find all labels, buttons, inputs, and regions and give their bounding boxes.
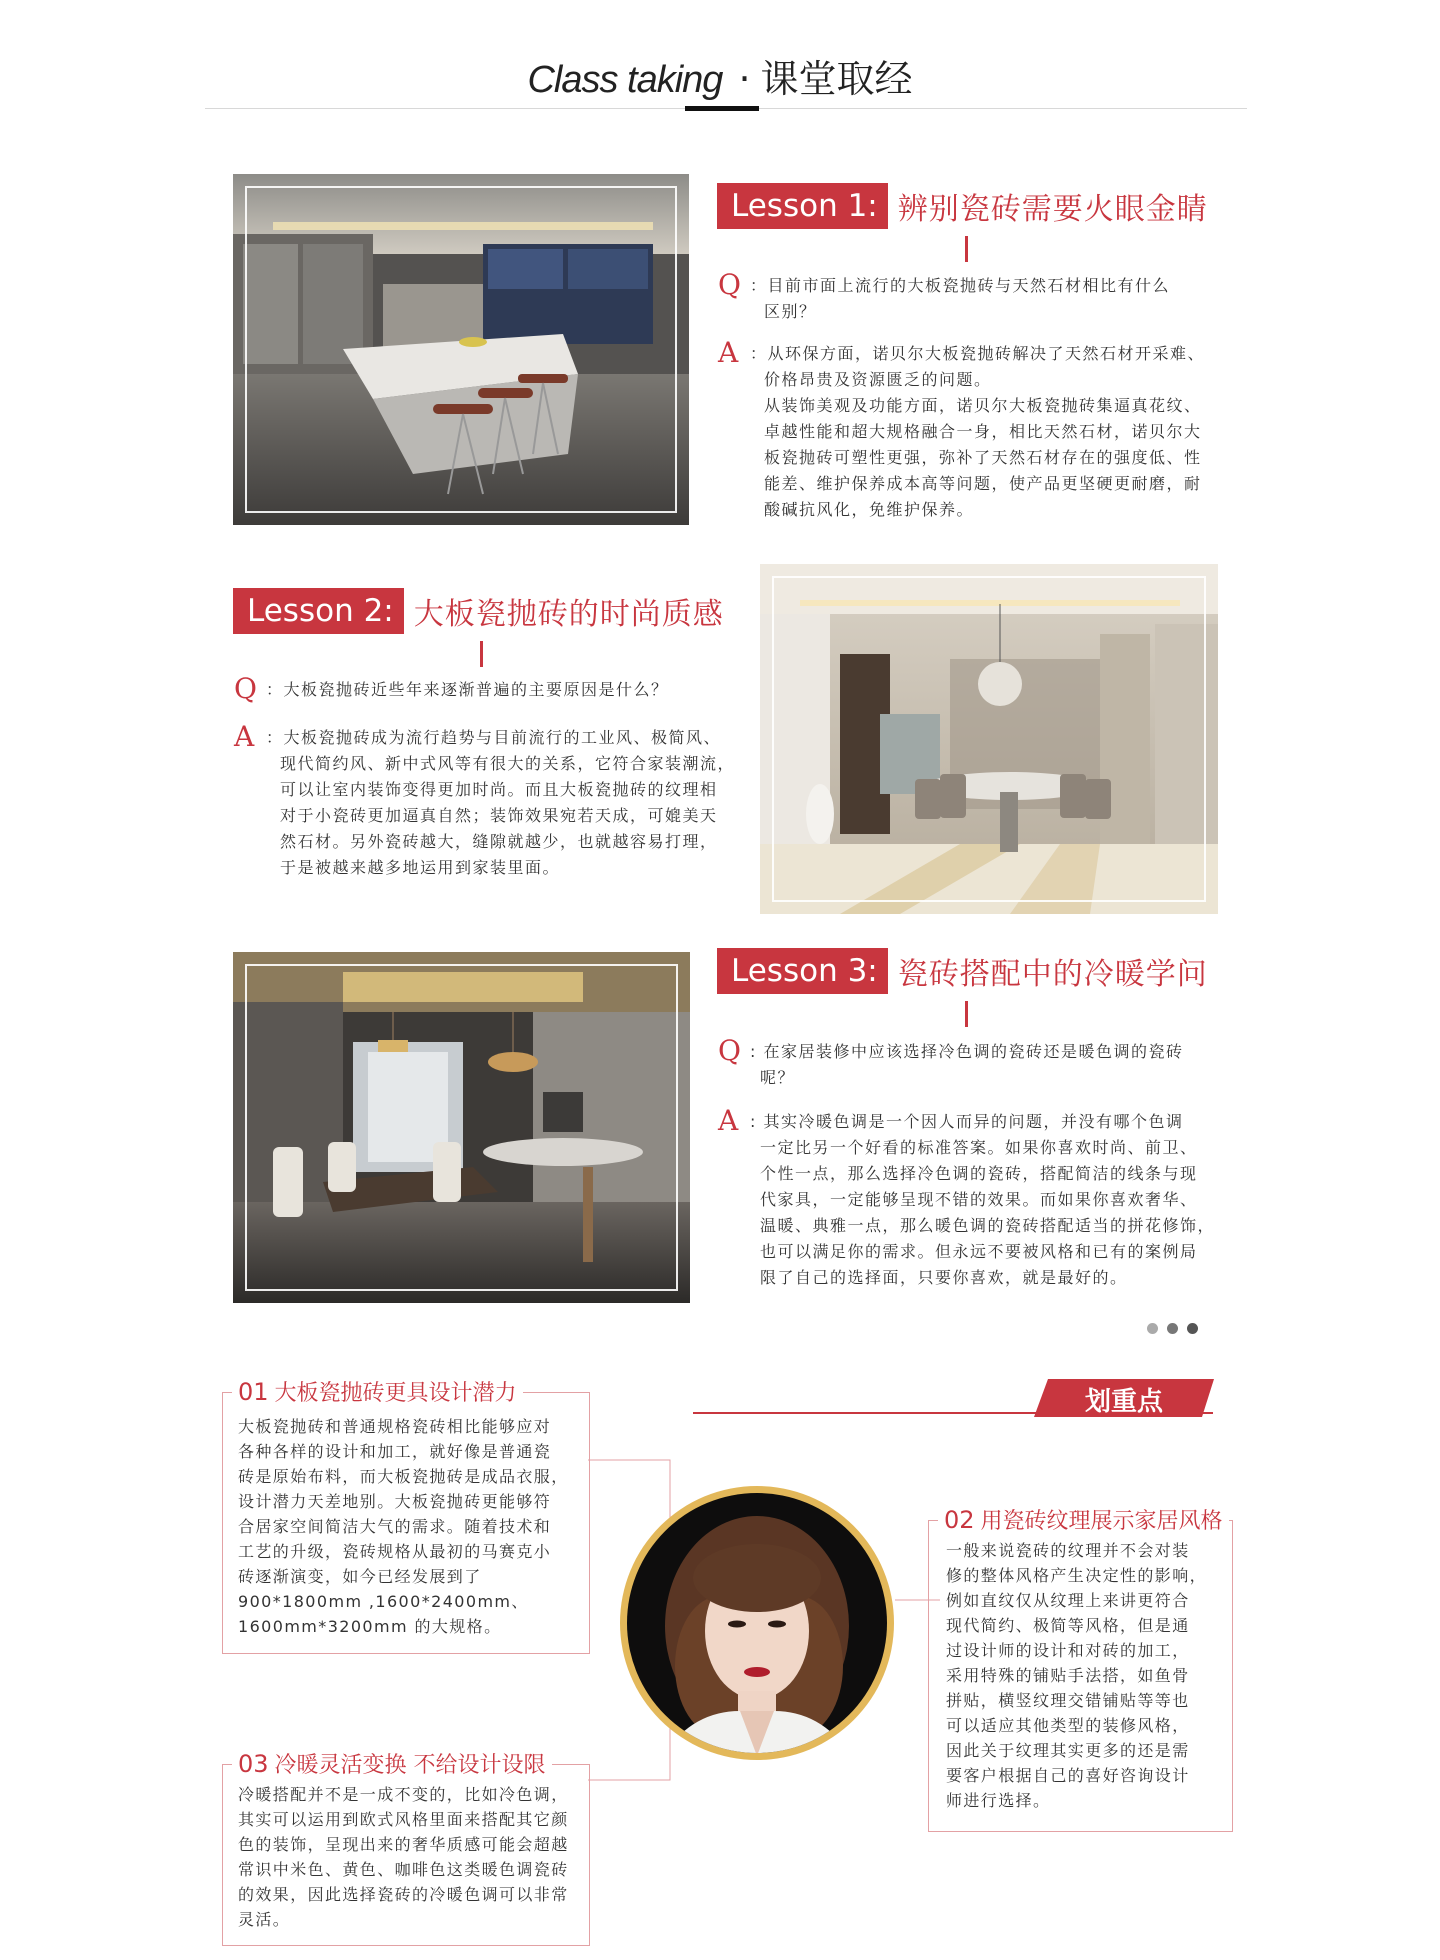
- pager-dot[interactable]: [1147, 1323, 1158, 1334]
- a-line: 价格昂贵及资源匮乏的问题。: [764, 370, 992, 389]
- lesson-2-answer: [234, 720, 754, 890]
- text-line: 1600mm*3200mm 的大规格。: [238, 1617, 502, 1636]
- text-line: 采用特殊的铺贴手法搭，如鱼骨: [946, 1666, 1190, 1685]
- a-line: 代家具，一定能够呈现不错的效果。而如果你喜欢奢华、: [760, 1190, 1198, 1209]
- lesson-1-title: 辨别瓷砖需要火眼金睛: [897, 192, 1208, 227]
- a-line: 现代简约风、新中式风等有很大的关系，它符合家装潮流，: [280, 754, 736, 773]
- a-line: 板瓷抛砖可塑性更强，弥补了天然石材存在的强度低、性: [764, 448, 1202, 467]
- text-line: 师进行选择。: [946, 1791, 1051, 1810]
- lesson-3-heading: [717, 948, 1208, 994]
- lesson-2-divider: [480, 641, 483, 667]
- lesson-1-heading: [717, 183, 1208, 229]
- a-line: 也可以满足你的需求。但永远不要被风格和已有的案例局: [760, 1242, 1198, 1261]
- lesson-1-divider: [965, 236, 968, 262]
- keypoint-3-title: [232, 1748, 552, 1779]
- text-line: 可以适应其他类型的装修风格，: [946, 1716, 1190, 1735]
- header-underline-bar: [685, 106, 759, 111]
- keypoint-1-number: 01: [238, 1378, 269, 1406]
- a-line: 于是被越来越多地运用到家装里面。: [280, 858, 561, 877]
- keypoints-banner: [1034, 1379, 1214, 1417]
- lesson-2-title: 大板瓷抛砖的时尚质感: [413, 597, 724, 632]
- text-line: 砖逐渐演变，如今已经发展到了: [238, 1567, 482, 1586]
- keypoint-2-title: [938, 1504, 1229, 1535]
- lesson-2-tag: Lesson 2:: [233, 588, 404, 634]
- keypoint-2-number: 02: [944, 1506, 975, 1534]
- text-line: 一般来说瓷砖的纹理并不会对装: [946, 1541, 1190, 1560]
- a-line: 个性一点，那么选择冷色调的瓷砖，搭配简洁的线条与现: [760, 1164, 1198, 1183]
- text-line: 现代简约、极简等风格，但是通: [946, 1616, 1190, 1635]
- lesson-3-tag: Lesson 3:: [717, 948, 888, 994]
- text-line: 要客户根据自己的喜好咨询设计: [946, 1766, 1190, 1785]
- a-line: ：大板瓷抛砖成为流行趋势与目前流行的工业风、极简风、: [266, 728, 722, 747]
- q-line: 区别？: [764, 302, 817, 321]
- a-line: 卓越性能和超大规格融合一身，相比天然石材，诺贝尔大: [764, 422, 1202, 441]
- a-line: 能差、维护保养成本高等问题，使产品更坚硬更耐磨，耐: [764, 474, 1202, 493]
- q-line: : 在家居装修中应该选择冷色调的瓷砖还是暖色调的瓷砖: [750, 1042, 1184, 1061]
- text-line: 灵活。: [238, 1910, 291, 1929]
- text-line: 900*1800mm ,1600*2400mm、: [238, 1592, 529, 1611]
- text-line: 色的装饰，呈现出来的奢华质感可能会超越: [238, 1835, 569, 1854]
- a-line: 对于小瓷砖更加逼真自然；装饰效果宛若天成，可媲美天: [280, 806, 718, 825]
- text-line: 例如直纹仅从纹理上来讲更符合: [946, 1591, 1190, 1610]
- lesson-1-tag: Lesson 1:: [717, 183, 888, 229]
- keypoint-3-number: 03: [238, 1750, 269, 1778]
- text-line: 大板瓷抛砖和普通规格瓷砖相比能够应对: [238, 1417, 552, 1436]
- keypoint-1-title: [232, 1376, 523, 1407]
- text-line: 合居家空间简洁大气的需求。随着技术和: [238, 1517, 552, 1536]
- pager-dot[interactable]: [1167, 1323, 1178, 1334]
- lesson-1-answer: [718, 336, 1238, 531]
- pager-dot[interactable]: [1187, 1323, 1198, 1334]
- text-line: 因此关于纹理其实更多的还是需: [946, 1741, 1190, 1760]
- section-title-cn: 课堂取经: [760, 57, 913, 101]
- title-separator: ·: [738, 57, 751, 101]
- a-line: : 其实冷暖色调是一个因人而异的问题，并没有哪个色调: [750, 1112, 1184, 1131]
- text-line: 冷暖搭配并不是一成不变的，比如冷色调，: [238, 1785, 569, 1804]
- text-line: 拼贴，横竖纹理交错铺贴等等也: [946, 1691, 1190, 1710]
- text-line: 各种各样的设计和加工，就好像是普通瓷: [238, 1442, 552, 1461]
- text-line: 工艺的升级，瓷砖规格从最初的马赛克小: [238, 1542, 552, 1561]
- q-line: ：大板瓷抛砖近些年来逐渐普遍的主要原因是什么？: [266, 680, 669, 699]
- a-line: 温暖、典雅一点，那么暖色调的瓷砖搭配适当的拼花修饰，: [760, 1216, 1216, 1235]
- a-line: 酸碱抗风化，免维护保养。: [764, 500, 975, 519]
- answer-letter: A: [234, 720, 256, 753]
- keypoint-1-text: [238, 1414, 583, 1639]
- lesson-3-question: [718, 1034, 1238, 1099]
- keypoints-banner-text: 划重点: [1084, 1387, 1163, 1417]
- keypoint-2-heading: 用瓷砖纹理展示家居风格: [980, 1509, 1223, 1534]
- lesson-1-question: [718, 268, 1238, 333]
- a-line: 然石材。另外瓷砖越大，缝隙就越少，也就越容易打理，: [280, 832, 718, 851]
- lesson-3-answer: [718, 1104, 1238, 1299]
- answer-letter: A: [718, 336, 740, 369]
- question-letter: Q: [718, 268, 743, 301]
- text-line: 常识中米色、黄色、咖啡色这类暖色调瓷砖: [238, 1860, 569, 1879]
- keypoint-3-heading: 冷暖灵活变换 不给设计设限: [274, 1753, 546, 1778]
- q-line: ：目前市面上流行的大板瓷抛砖与天然石材相比有什么: [750, 276, 1171, 295]
- keypoint-3-text: [238, 1782, 583, 1932]
- question-letter: Q: [718, 1034, 743, 1067]
- text-line: 的效果，因此选择瓷砖的冷暖色调可以非常: [238, 1885, 569, 1904]
- lesson-2-question: [234, 672, 754, 707]
- text-line: 砖是原始布料，而大板瓷抛砖是成品衣服，: [238, 1467, 569, 1486]
- keypoint-2-text: [946, 1538, 1231, 1813]
- q-line: 呢？: [760, 1068, 796, 1087]
- question-letter: Q: [234, 672, 259, 705]
- answer-letter: A: [718, 1104, 740, 1137]
- a-line: 一定比另一个好看的标准答案。如果你喜欢时尚、前卫、: [760, 1138, 1198, 1157]
- dining-room-photo: [760, 564, 1218, 914]
- kitchen-dining-photo: [233, 952, 690, 1303]
- text-line: 过设计师的设计和对砖的加工，: [946, 1641, 1190, 1660]
- section-title: [0, 48, 1440, 103]
- kitchen-photo: [233, 174, 689, 525]
- a-line: ：从环保方面，诺贝尔大板瓷抛砖解决了天然石材开采难、: [750, 344, 1206, 363]
- a-line: 从装饰美观及功能方面，诺贝尔大板瓷抛砖集逼真花纹、: [764, 396, 1202, 415]
- text-line: 修的整体风格产生决定性的影响，: [946, 1566, 1208, 1585]
- speaker-portrait: [620, 1486, 894, 1760]
- a-line: 限了自己的选择面，只要你喜欢，就是最好的。: [760, 1268, 1128, 1287]
- keypoint-1-heading: 大板瓷抛砖更具设计潜力: [274, 1381, 517, 1406]
- a-line: 可以让室内装饰变得更加时尚。而且大板瓷抛砖的纹理相: [280, 780, 718, 799]
- section-title-en: Class taking: [527, 59, 723, 101]
- lesson-2-heading: [233, 588, 724, 634]
- text-line: 其实可以运用到欧式风格里面来搭配其它颜: [238, 1810, 569, 1829]
- lesson-3-divider: [965, 1001, 968, 1027]
- lesson-3-title: 瓷砖搭配中的冷暖学问: [897, 957, 1208, 992]
- text-line: 设计潜力天差地别。大板瓷抛砖更能够符: [238, 1492, 552, 1511]
